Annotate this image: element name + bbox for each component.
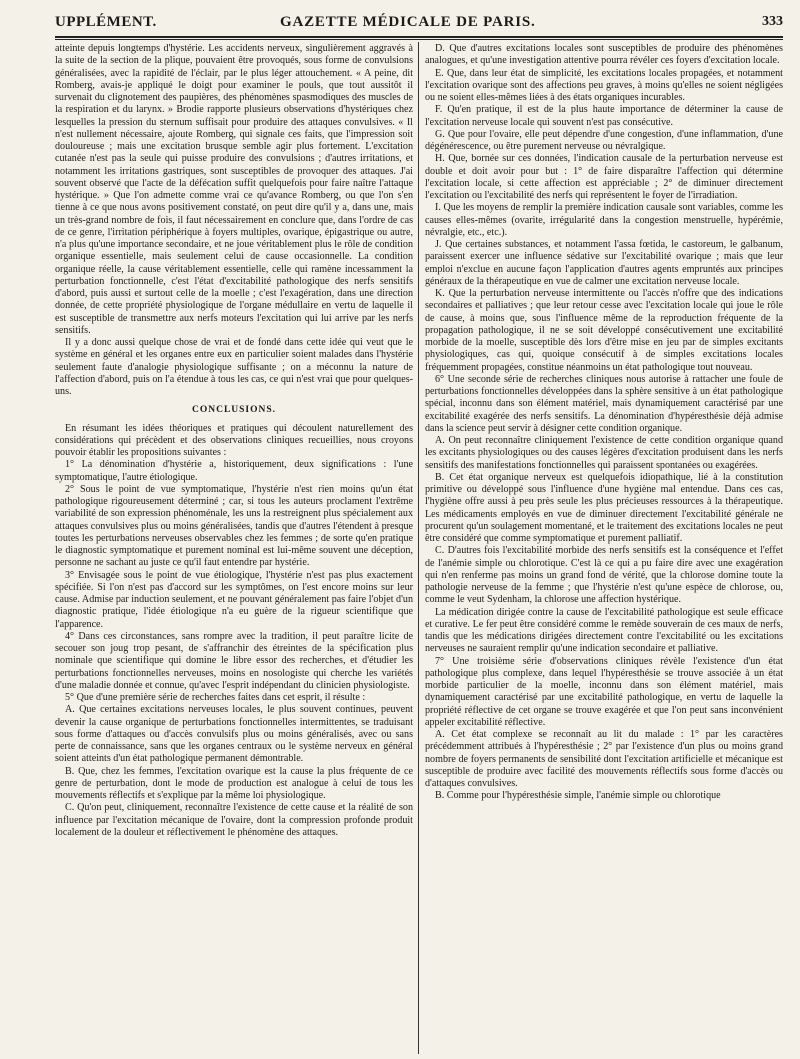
- paragraph: C. Qu'on peut, cliniquement, reconnaître l'existence de cette cause et la réalité de son influence par l'excitation mécanique de l'ovaire, dont la compression profonde produit localement de la douleur et réflectivement le phénomène des attaques.: [55, 802, 413, 838]
- paragraph: 2° Sous le point de vue symptomatique, l'hystérie n'est rien moins qu'un état pathologique rigoureusement déterminé ; car, si tous les auteurs proclament l'extrême variabilité de son expression phénoménale, les uns la restreignent plus spécialement aux attaques convulsives plus ou moins généralisées, tandis que d'autres l'étendent à presque toutes les perturbations nerveuses observables chez les femmes ; de sorte qu'en pratique le diagnostic symptomatique et purement nominal est lui-même souvent une déception, personne ne sachant au juste ce qu'il faut entendre par hystérie.: [55, 483, 413, 569]
- left-column: [55, 43, 413, 1053]
- header-rule-thin: [55, 39, 783, 40]
- header-supplement-label: UPPLÉMENT.: [55, 14, 157, 30]
- paragraph: La médication dirigée contre la cause de l'excitabilité pathologique est seule efficace et curative. Le fer peut être considéré comme le remède souverain de ces maux de nerfs, tandis que les médications dirigées directement contre l'excitabilité ou les excitations nerveuses ne sauraient remplir qu'une indication secondaire et palliative.: [425, 606, 783, 655]
- paragraph: J. Que certaines substances, et notamment l'assa fœtida, le castoreum, le galbanum, paraissent exercer une influence sédative sur l'excitabilité ovarique ; mais que leur emploi n'exclue en aucune façon l'application d'autres agents empruntés aux principes généraux de la thérapeutique en vue de calmer une excitation nerveuse locale.: [425, 239, 783, 287]
- journal-title: GAZETTE MÉDICALE DE PARIS.: [280, 14, 536, 30]
- paragraph: 6° Une seconde série de recherches cliniques nous autorise à rattacher une foule de perturbations fonctionnelles développées dans la sphère sensitive à un état pathologique spécial, inconnu dans son élément matériel, mais dynamiquement caractérisé par une excitabilité exagérée des nerfs sensitifs. La dénomination d'hypéresthésie déjà admise dans la science peut servir à désigner cette condition organique.: [425, 373, 783, 434]
- right-column: [425, 43, 783, 1053]
- paragraph: 4° Dans ces circonstances, sans rompre avec la tradition, il peut paraître licite de secouer son joug trop pesant, de s'affranchir des étreintes de la spécification plus nominale que scientifique qui domine le libre essor des recherches, et d'étudier les perturbations fonctionnelles nerveuses, moins en nosologiste qui cherche les variétés d'une maladie donnée et connue, qu'avec l'esprit indépendant du clinicien physiologiste.: [55, 630, 413, 691]
- page-header: [55, 12, 783, 38]
- paragraph: F. Qu'en pratique, il est de la plus haute importance de déterminer la cause de l'excitation nerveuse locale qui souvent n'est pas consécutive.: [425, 104, 783, 128]
- paragraph: 5° Que d'une première série de recherches faites dans cet esprit, il résulte :: [65, 692, 366, 703]
- paragraph: G. Que pour l'ovaire, elle peut dépendre d'une congestion, d'une inflammation, d'une dégénérescence, ou être purement nerveuse ou névralgique.: [425, 128, 783, 152]
- conclusions-heading: CONCLUSIONS.: [191, 405, 277, 416]
- paragraph: 3° Envisagée sous le point de vue étiologique, l'hystérie n'est pas plus exactement spécifiée. Si l'on n'est pas d'accord sur les symptômes, on l'est encore moins sur leur cause. Admise par induction seulement, et ne pouvant généralement pas faire l'objet d'un diagnostic pratique, l'idée étiologique n'a eu guère de la rigueur scientifique que l'apparence.: [55, 569, 413, 630]
- paragraph: 1° La dénomination d'hystérie a, historiquement, deux significations : l'une symptomatique, l'autre étiologique.: [55, 459, 413, 483]
- paragraph: atteinte depuis longtemps d'hystérie. Les accidents nerveux, singulièrement aggravés à la suite de la section de la plique, pouvaient être provoqués, sous forme de convulsions généralisées, avec la rapidité de l'éclair, par le plus léger attouchement. « A peine, dit Romberg, avais-je appliqué le doigt pour examiner le pouls, que tout aussitôt il survenait du clignotement des paupières, des phénomènes spasmodiques des muscles de la respiration et du larynx. » Brodie rapporte plusieurs observations d'hystériques chez lesquelles la pression du sternum suffisait pour produire des attaques convulsives. « Il n'est nullement nécessaire, ajoute Romberg, qui signale ces faits, que l'impression soit douloureuse ; mais une excitation brusque semble agir plus fortement. L'excitation cutanée n'est pas la seule qui puisse produire des convulsions ; d'autres irritations, et notamment les irritations gastriques, sont susceptibles de provoquer des attaques. J'ai souvent observé que l'acte de la défécation suffit quelquefois pour faire naître l'attaque hystérique. » Que l'on admette comme vrai ce qu'avance Romberg, ou que l'on s'en tienne à ce que nous avons positivement constaté, on peut dire qu'il y a, dans une, mais un très-grand nombre de fois, il faut nécessairement en conclure que, dans l'ordre de cas de ce genre, l'irritation périphérique à foyers multiples, ovarique, épigastrique ou autre, n'a plus qu'une importance secondaire, et ne joue véritablement plus le rôle de condition organique essentielle, mais seulement celui de cause occasionnelle. La condition organique réelle, la cause véritablement essentielle, celle qui ramène incessamment la perturbation fonctionnelle, c'est l'état d'excitabilité pathologique des nerfs sensitifs d'abord, puis aussi et surtout celle de la moelle ; c'est l'exagération, dans une direction donnée, de cette propriété physiologique de l'organe médullaire en vertu de laquelle il est susceptible de transmettre aux nerfs moteurs l'excitation qui lui arrive par les nerfs sensitifs.: [55, 43, 413, 336]
- paragraph: C. D'autres fois l'excitabilité morbide des nerfs sensitifs est la conséquence et l'effet de l'anémie simple ou chlorotique. C'est là ce qui a pu faire dire avec une exagération qui n'en renferme pas moins un grand fond de vérité, que la chlorose domine toute la pathologie nerveuse de la femme ; que l'hystérie n'est qu'une espèce de chlorose, ou, comme le veut Sydenham, la chlorose une affection hystérique.: [425, 545, 783, 606]
- paragraph: H. Que, bornée sur ces données, l'indication causale de la perturbation nerveuse est double et doit avoir pour but : 1° de faire disparaître l'affection qui détermine l'excitation locale, si cette affection est appréciable ; 2° de diminuer directement l'excitation ou l'excitabilité des nerfs qui représentent le foyer de l'irradiation.: [425, 153, 783, 201]
- paragraph: A. Cet état complexe se reconnaît au lit du malade : 1° par les caractères précédemment attribués à l'hypéresthésie ; 2° par l'existence d'un plus ou moins grand nombre de foyers permanents de sensibilité dont l'excitation artificielle et mécanique est susceptible de produire avec facilité des mouvements réflectifs sous forme d'accès ou d'attaques convulsives.: [425, 729, 783, 789]
- paragraph: Il y a donc aussi quelque chose de vrai et de fondé dans cette idée qui veut que le système en général et les organes entre eux en particulier soient malades dans l'hystérie seulement faute d'analogie physiologique suffisante ; on a méconnu la nature de l'affection d'abord, puis on l'a étendue à tous les cas, ce qui n'est vrai que pour quelques-uns.: [55, 337, 413, 397]
- paragraph: I. Que les moyens de remplir la première indication causale sont variables, comme les causes elles-mêmes (ovarite, irrégularité dans la congestion menstruelle, hypérémie, névralgie, etc., etc.).: [425, 202, 783, 238]
- paragraph: A. On peut reconnaître cliniquement l'existence de cette condition organique quand les excitants physiologiques ou des causes légères d'excitation produisent dans les nerfs sensitifs des manifestations fonctionnelles qui paraissent spontanées ou exagérées.: [425, 435, 783, 471]
- paragraph: E. Que, dans leur état de simplicité, les excitations locales propagées, et notamment l'excitation ovarique sont des affections peu graves, à moins qu'elles ne soient négligées ou ne soient elles-mêmes liées à des états organiques incurables.: [425, 67, 783, 103]
- page-number: 333: [762, 14, 783, 29]
- paragraph: B. Cet état organique nerveux est quelquefois idiopathique, lié à la constitution primitive ou développé sous l'influence d'une hygiène mal entendue. Dans ces cas, l'hygiène offre aussi à peu près seule les plus précieuses ressources à la thérapeutique. Les médicaments employés en vue de diminuer directement l'excitabilité générale ne procurent qu'un soulagement momentané, et le traitement des excitations locales ne peut être considéré que comme symptomatique et purement palliatif.: [425, 471, 783, 544]
- column-divider: [418, 42, 419, 1054]
- paragraph: D. Que d'autres excitations locales sont susceptibles de produire des phénomènes analogues, et qu'une investigation attentive pourra révéler ces foyers d'excitation locale.: [425, 43, 783, 67]
- paragraph: En résumant les idées théoriques et pratiques qui découlent naturellement des considérations qui précèdent et des observations cliniques recueillies, nous croyons pouvoir établir les propositions suivantes :: [55, 422, 413, 458]
- paragraph: A. Que certaines excitations nerveuses locales, le plus souvent continues, peuvent devenir la cause organique de perturbations fonctionnelles intermittentes, se traduisant sous forme d'attaques ou d'accès convulsifs plus ou moins généralisés, avec ou sans perte de connaissance, sans que les organes centraux ou le système nerveux en général soient atteints d'un état pathologique permanent démontrable.: [55, 704, 413, 765]
- paragraph: 7° Une troisième série d'observations cliniques révèle l'existence d'un état pathologique plus complexe, dans lequel l'hypéresthésie se trouve associée à un état morbide particulier de la moelle, inconnu dans son élément matériel, mais dynamiquement caractérisé par une excitabilité pathologique, en vertu de laquelle la propriété réflective de cet organe se trouve exagérée et que l'on peut sans inconvénient appeler excitabilité réflective.: [425, 655, 783, 728]
- paragraph: K. Que la perturbation nerveuse intermittente ou l'accès n'offre que des indications secondaires et palliatives ; que leur retour cesse avec l'excitation locale qui joue le rôle de cause, à moins que, sous l'influence même de la reproduction fréquente de la propagation pathologique, il ne se soit développé consécutivement une excitabilité morbide de la moelle, susceptible dès lors d'être mise en jeu par de simples excitants physiologiques, cas qui, quoique consécutif à de simples excitations locales fréquemment propagées, constitue néanmoins un état pathologique tout nouveau.: [425, 288, 783, 373]
- paragraph: B. Que, chez les femmes, l'excitation ovarique est la cause la plus fréquente de ce genre de perturbation, dont le mode de production est analogue à celui de tous les mouvements réflectifs et s'explique par la même loi physiologique.: [55, 765, 413, 801]
- paragraph: B. Comme pour l'hypéresthésie simple, l'anémie simple ou chlorotique: [435, 790, 721, 802]
- header-rule: [55, 36, 783, 38]
